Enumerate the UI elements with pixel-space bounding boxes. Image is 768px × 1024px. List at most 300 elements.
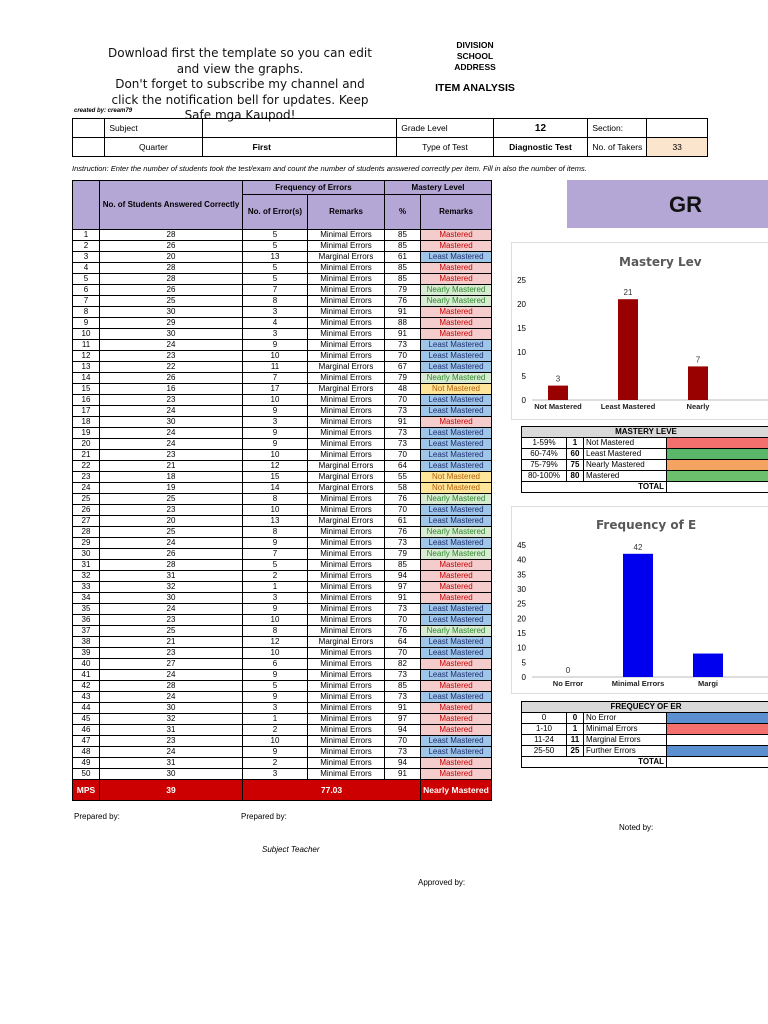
table-row	[73, 769, 492, 780]
item-number: 22	[73, 461, 100, 472]
item-number: 29	[73, 538, 100, 549]
legend-label: Minimal Errors	[584, 724, 667, 735]
error-remark: Minimal Errors	[308, 318, 385, 329]
error-remark: Marginal Errors	[308, 362, 385, 373]
mastery-percent: 85	[385, 274, 421, 285]
error-count: 7	[243, 549, 308, 560]
error-count: 3	[243, 329, 308, 340]
mastery-remark: Least Mastered	[421, 637, 492, 648]
legend-swatch	[667, 471, 768, 482]
students-correct[interactable]: 20	[100, 516, 243, 527]
error-count: 9	[243, 604, 308, 615]
students-correct[interactable]: 23	[100, 736, 243, 747]
table-row	[73, 494, 492, 505]
students-correct[interactable]: 26	[100, 373, 243, 384]
item-col-header	[73, 181, 100, 230]
students-correct[interactable]: 16	[100, 384, 243, 395]
students-correct[interactable]: 24	[100, 604, 243, 615]
legend-row	[522, 460, 768, 471]
error-remark: Minimal Errors	[308, 285, 385, 296]
error-count: 5	[243, 560, 308, 571]
table-row	[73, 340, 492, 351]
table-row	[73, 296, 492, 307]
error-count: 9	[243, 670, 308, 681]
frequency-chart-title: Frequency of E	[596, 518, 697, 532]
y-tick-label: 5	[521, 372, 526, 381]
students-correct[interactable]: 28	[100, 681, 243, 692]
table-row	[73, 263, 492, 274]
legend-min: 80	[567, 471, 584, 482]
legend-min: 75	[567, 460, 584, 471]
table-row	[73, 362, 492, 373]
mastery-remark: Least Mastered	[421, 439, 492, 450]
type-label: Type of Test	[397, 138, 493, 157]
mastery-remark: Mastered	[421, 318, 492, 329]
error-count: 5	[243, 230, 308, 241]
error-count: 17	[243, 384, 308, 395]
mastery-percent: 70	[385, 736, 421, 747]
mastery-percent: 91	[385, 769, 421, 780]
students-correct[interactable]: 21	[100, 461, 243, 472]
students-correct[interactable]: 19	[100, 483, 243, 494]
error-remark: Minimal Errors	[308, 648, 385, 659]
graph-banner: GR	[567, 180, 768, 228]
mastery-remark: Nearly Mastered	[421, 549, 492, 560]
error-count: 5	[243, 274, 308, 285]
error-remark: Marginal Errors	[308, 516, 385, 527]
students-correct[interactable]: 32	[100, 714, 243, 725]
students-correct[interactable]: 23	[100, 615, 243, 626]
error-count: 3	[243, 417, 308, 428]
template-note	[90, 46, 390, 124]
mastery-percent: 70	[385, 450, 421, 461]
error-count: 12	[243, 461, 308, 472]
mastery-percent: 64	[385, 461, 421, 472]
error-remark: Minimal Errors	[308, 340, 385, 351]
note-line: Download first the template so you can edit	[108, 46, 372, 60]
error-remark: Minimal Errors	[308, 549, 385, 560]
data-label: 42	[633, 542, 643, 552]
students-correct[interactable]: 25	[100, 626, 243, 637]
x-tick-label: Minimal Errors	[611, 679, 665, 688]
mastery-remark: Least Mastered	[421, 505, 492, 516]
item-number: 12	[73, 351, 100, 362]
legend-label: Nearly Mastered	[584, 460, 667, 471]
mastery-percent: 79	[385, 285, 421, 296]
mastery-remark: Not Mastered	[421, 384, 492, 395]
table-row	[73, 373, 492, 384]
item-number: 39	[73, 648, 100, 659]
students-correct[interactable]: 28	[100, 230, 243, 241]
y-tick-label: 0	[521, 396, 526, 405]
legend-row	[522, 438, 768, 449]
mastery-remark: Least Mastered	[421, 461, 492, 472]
mastery-legend	[521, 426, 768, 493]
error-count: 13	[243, 252, 308, 263]
mastery-legend-title: MASTERY LEVE	[522, 427, 768, 438]
mastery-percent: 85	[385, 681, 421, 692]
legend-range: 60-74%	[522, 449, 567, 460]
subject-label: Subject	[105, 119, 202, 138]
error-count: 1	[243, 714, 308, 725]
students-correct[interactable]: 24	[100, 428, 243, 439]
mastery-remark: Not Mastered	[421, 472, 492, 483]
y-tick-label: 20	[517, 300, 526, 309]
mastery-remark: Least Mastered	[421, 516, 492, 527]
error-count: 2	[243, 725, 308, 736]
students-correct[interactable]: 32	[100, 582, 243, 593]
students-correct[interactable]: 24	[100, 439, 243, 450]
mastery-remark: Least Mastered	[421, 692, 492, 703]
students-correct[interactable]: 23	[100, 395, 243, 406]
y-tick-label: 45	[517, 541, 526, 550]
item-number: 44	[73, 703, 100, 714]
mastery-percent: 76	[385, 626, 421, 637]
mastery-chart	[511, 242, 768, 420]
mastery-remark: Least Mastered	[421, 362, 492, 373]
instruction-text: Instruction: Enter the number of students took the test/exam and count the number of students answered correctly per item. Fill in also the number of items.	[72, 164, 587, 173]
item-number: 48	[73, 747, 100, 758]
error-count: 7	[243, 285, 308, 296]
mastery-remark: Mastered	[421, 714, 492, 725]
table-row	[73, 637, 492, 648]
table-row	[73, 582, 492, 593]
error-count: 3	[243, 769, 308, 780]
students-col-header: No. of Students Answered Correctly	[100, 181, 243, 230]
section-label: Section:	[588, 119, 647, 138]
error-count: 9	[243, 692, 308, 703]
students-correct[interactable]: 26	[100, 549, 243, 560]
error-count: 13	[243, 516, 308, 527]
grade-field[interactable]: 12	[493, 119, 588, 138]
item-number: 46	[73, 725, 100, 736]
students-correct[interactable]: 23	[100, 648, 243, 659]
mastery-remark: Mastered	[421, 329, 492, 340]
table-row	[73, 307, 492, 318]
item-number: 26	[73, 505, 100, 516]
item-number: 2	[73, 241, 100, 252]
item-analysis-table	[72, 180, 492, 801]
students-correct[interactable]: 27	[100, 659, 243, 670]
error-remark: Marginal Errors	[308, 252, 385, 263]
data-label: 3	[555, 374, 561, 384]
mastery-remark: Mastered	[421, 681, 492, 692]
students-correct[interactable]: 23	[100, 505, 243, 516]
mastery-remarks-col-header: Remarks	[421, 195, 492, 230]
item-number: 16	[73, 395, 100, 406]
mastery-remark: Mastered	[421, 230, 492, 241]
mastery-remark: Least Mastered	[421, 604, 492, 615]
table-row	[73, 516, 492, 527]
data-label: 0	[565, 666, 571, 675]
mastery-percent: 73	[385, 604, 421, 615]
mastery-remark: Least Mastered	[421, 252, 492, 263]
note-line: and view the graphs.	[176, 61, 304, 76]
legend-min: 1	[567, 724, 584, 735]
bar	[548, 386, 568, 400]
error-remark: Minimal Errors	[308, 395, 385, 406]
mastery-percent: 76	[385, 527, 421, 538]
frequency-chart	[511, 506, 768, 694]
error-count: 3	[243, 307, 308, 318]
item-number: 33	[73, 582, 100, 593]
table-row	[73, 549, 492, 560]
mastery-percent: 91	[385, 417, 421, 428]
mastery-percent: 73	[385, 670, 421, 681]
error-remark: Minimal Errors	[308, 263, 385, 274]
error-remark: Minimal Errors	[308, 274, 385, 285]
students-correct[interactable]: 24	[100, 670, 243, 681]
mastery-remark: Mastered	[421, 703, 492, 714]
students-correct[interactable]: 22	[100, 362, 243, 373]
students-correct[interactable]: 30	[100, 329, 243, 340]
legend-label: Mastered	[584, 471, 667, 482]
students-correct[interactable]: 28	[100, 560, 243, 571]
table-row	[73, 450, 492, 461]
y-tick-label: 0	[521, 673, 526, 682]
frequency-chart-svg	[512, 507, 768, 693]
table-row	[73, 472, 492, 483]
error-remark: Minimal Errors	[308, 241, 385, 252]
bar	[693, 654, 723, 677]
legend-swatch	[667, 746, 768, 757]
type-field[interactable]: Diagnostic Test	[493, 138, 588, 157]
table-row	[73, 604, 492, 615]
mastery-percent: 48	[385, 384, 421, 395]
mastery-percent: 61	[385, 516, 421, 527]
error-remark: Marginal Errors	[308, 637, 385, 648]
section-field[interactable]	[647, 119, 708, 138]
item-number: 28	[73, 527, 100, 538]
error-remark: Minimal Errors	[308, 494, 385, 505]
error-remark: Minimal Errors	[308, 538, 385, 549]
mastery-remark: Least Mastered	[421, 428, 492, 439]
takers-field[interactable]: 33	[647, 138, 708, 157]
students-correct[interactable]: 24	[100, 340, 243, 351]
mps-remark: Nearly Mastered	[421, 780, 492, 801]
mastery-remark: Mastered	[421, 241, 492, 252]
students-correct[interactable]: 31	[100, 725, 243, 736]
error-count: 6	[243, 659, 308, 670]
error-remark: Minimal Errors	[308, 692, 385, 703]
prepared-by-label: Prepared by:	[74, 812, 120, 821]
legend-label: Further Errors	[584, 746, 667, 757]
students-correct[interactable]: 23	[100, 450, 243, 461]
error-remark: Minimal Errors	[308, 417, 385, 428]
page-title: ITEM ANALYSIS	[435, 82, 515, 94]
quarter-field[interactable]: First	[202, 138, 397, 157]
students-correct[interactable]: 30	[100, 703, 243, 714]
error-count: 8	[243, 494, 308, 505]
item-number: 38	[73, 637, 100, 648]
students-correct[interactable]: 30	[100, 769, 243, 780]
table-row	[73, 274, 492, 285]
frequency-legend-title: FREQUECY OF ER	[522, 702, 768, 713]
mastery-remark: Least Mastered	[421, 736, 492, 747]
legend-row	[522, 713, 768, 724]
error-remark: Minimal Errors	[308, 505, 385, 516]
students-correct[interactable]: 25	[100, 296, 243, 307]
students-correct[interactable]: 30	[100, 307, 243, 318]
mastery-remark: Least Mastered	[421, 450, 492, 461]
error-count: 9	[243, 747, 308, 758]
error-remark: Minimal Errors	[308, 428, 385, 439]
error-count: 8	[243, 626, 308, 637]
legend-range: 11-24	[522, 735, 567, 746]
table-row	[73, 318, 492, 329]
error-remark: Minimal Errors	[308, 593, 385, 604]
y-tick-label: 15	[517, 324, 526, 333]
error-count: 12	[243, 637, 308, 648]
students-correct[interactable]: 28	[100, 274, 243, 285]
error-remark: Minimal Errors	[308, 373, 385, 384]
item-number: 37	[73, 626, 100, 637]
error-count: 5	[243, 241, 308, 252]
students-correct[interactable]: 31	[100, 571, 243, 582]
table-row	[73, 747, 492, 758]
error-remark: Minimal Errors	[308, 736, 385, 747]
item-number: 10	[73, 329, 100, 340]
error-remark: Minimal Errors	[308, 406, 385, 417]
error-count: 10	[243, 648, 308, 659]
legend-range: 75-79%	[522, 460, 567, 471]
students-correct[interactable]: 26	[100, 241, 243, 252]
school-header	[420, 40, 530, 73]
y-tick-label: 25	[517, 599, 526, 609]
error-remark: Minimal Errors	[308, 560, 385, 571]
info-table	[72, 118, 708, 157]
table-row	[73, 703, 492, 714]
mastery-percent: 82	[385, 659, 421, 670]
students-correct[interactable]: 24	[100, 692, 243, 703]
mastery-remark: Least Mastered	[421, 747, 492, 758]
item-number: 47	[73, 736, 100, 747]
error-remark: Marginal Errors	[308, 472, 385, 483]
students-correct[interactable]: 23	[100, 351, 243, 362]
mastery-remark: Nearly Mastered	[421, 296, 492, 307]
mastery-percent: 97	[385, 714, 421, 725]
mastery-percent: 85	[385, 241, 421, 252]
mastery-percent: 73	[385, 439, 421, 450]
mastery-percent: 58	[385, 483, 421, 494]
y-tick-label: 35	[517, 570, 526, 580]
mastery-remark: Mastered	[421, 417, 492, 428]
table-row	[73, 384, 492, 395]
error-count: 5	[243, 263, 308, 274]
students-correct[interactable]: 24	[100, 747, 243, 758]
error-count: 9	[243, 538, 308, 549]
table-row	[73, 329, 492, 340]
students-correct[interactable]: 24	[100, 538, 243, 549]
mastery-remark: Nearly Mastered	[421, 527, 492, 538]
x-tick-label: Margi	[697, 679, 719, 688]
mastery-percent: 91	[385, 593, 421, 604]
y-tick-label: 10	[517, 348, 526, 357]
mastery-percent: 73	[385, 406, 421, 417]
legend-range: 1-59%	[522, 438, 567, 449]
students-correct[interactable]: 21	[100, 637, 243, 648]
table-row	[73, 560, 492, 571]
error-count: 10	[243, 395, 308, 406]
item-number: 41	[73, 670, 100, 681]
mastery-percent: 79	[385, 373, 421, 384]
division-label: DIVISION	[456, 40, 494, 50]
legend-swatch	[667, 735, 768, 746]
mastery-chart-title: Mastery Lev	[619, 255, 702, 269]
students-correct[interactable]: 26	[100, 285, 243, 296]
mastery-percent: 76	[385, 296, 421, 307]
mastery-percent: 97	[385, 582, 421, 593]
students-correct[interactable]: 20	[100, 252, 243, 263]
error-remark: Minimal Errors	[308, 307, 385, 318]
mastery-remark: Least Mastered	[421, 648, 492, 659]
legend-min: 25	[567, 746, 584, 757]
students-correct[interactable]: 25	[100, 494, 243, 505]
error-remark: Minimal Errors	[308, 527, 385, 538]
students-correct[interactable]: 30	[100, 593, 243, 604]
table-row	[73, 692, 492, 703]
table-row	[73, 527, 492, 538]
mastery-percent: 73	[385, 428, 421, 439]
students-correct[interactable]: 29	[100, 318, 243, 329]
mastery-percent: 94	[385, 571, 421, 582]
table-row	[73, 736, 492, 747]
item-number: 9	[73, 318, 100, 329]
error-count: 7	[243, 373, 308, 384]
mastery-remark: Mastered	[421, 571, 492, 582]
note-line: click the notification bell for updates. Keep	[111, 92, 369, 107]
item-number: 1	[73, 230, 100, 241]
error-remark: Marginal Errors	[308, 461, 385, 472]
table-row	[73, 428, 492, 439]
table-row	[73, 571, 492, 582]
error-remark: Minimal Errors	[308, 769, 385, 780]
error-remark: Minimal Errors	[308, 296, 385, 307]
mastery-remark: Mastered	[421, 263, 492, 274]
students-correct[interactable]: 18	[100, 472, 243, 483]
y-tick-label: 40	[517, 555, 526, 565]
error-remark: Minimal Errors	[308, 714, 385, 725]
subject-field[interactable]	[202, 119, 397, 138]
error-count: 10	[243, 615, 308, 626]
legend-range: 25-50	[522, 746, 567, 757]
item-number: 36	[73, 615, 100, 626]
item-number: 30	[73, 549, 100, 560]
error-remark: Minimal Errors	[308, 230, 385, 241]
table-row	[73, 626, 492, 637]
error-remark: Minimal Errors	[308, 703, 385, 714]
y-tick-label: 25	[517, 276, 526, 285]
mastery-remark: Mastered	[421, 307, 492, 318]
mastery-remark: Nearly Mastered	[421, 494, 492, 505]
error-remark: Minimal Errors	[308, 439, 385, 450]
table-row	[73, 230, 492, 241]
mastery-percent: 70	[385, 615, 421, 626]
legend-row	[522, 471, 768, 482]
students-correct[interactable]: 30	[100, 417, 243, 428]
error-count: 1	[243, 582, 308, 593]
students-correct[interactable]: 31	[100, 758, 243, 769]
students-correct[interactable]: 24	[100, 406, 243, 417]
item-number: 32	[73, 571, 100, 582]
error-count: 2	[243, 571, 308, 582]
error-remark: Minimal Errors	[308, 758, 385, 769]
legend-swatch	[667, 438, 768, 449]
students-correct[interactable]: 25	[100, 527, 243, 538]
item-number: 19	[73, 428, 100, 439]
students-correct[interactable]: 28	[100, 263, 243, 274]
mastery-remark: Least Mastered	[421, 340, 492, 351]
